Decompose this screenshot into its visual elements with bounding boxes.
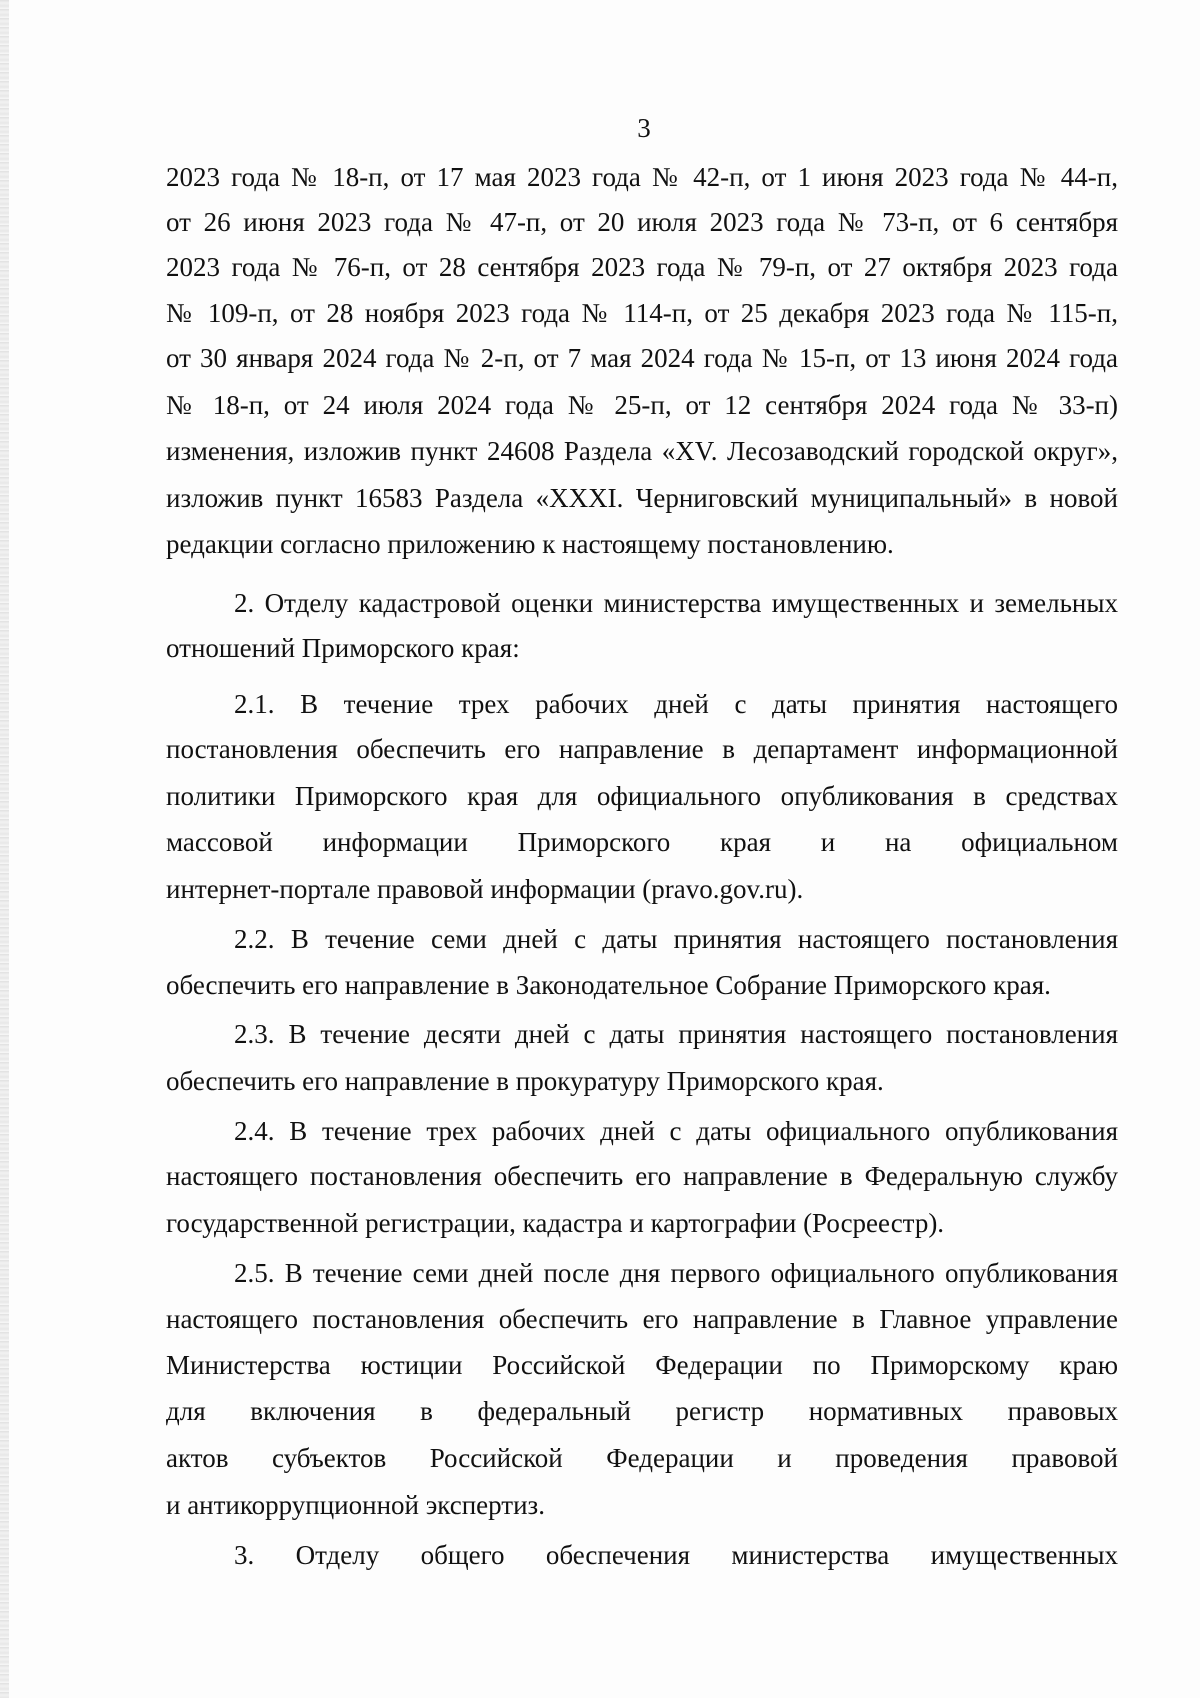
text-line: от 30 января 2024 года № 2-п, от 7 мая 2024 года № 15-п, от 13 июня 2024 года xyxy=(166,343,1118,373)
text-line: 2.2. В течение семи дней с даты принятия настоящего постановления xyxy=(234,924,1118,954)
text-line: 2023 года № 18-п, от 17 мая 2023 года № 42-п, от 1 июня 2023 года № 44-п, xyxy=(166,162,1118,192)
text-line: государственной регистрации, кадастра и картографии (Росреестр). xyxy=(166,1208,945,1238)
text-line: настоящего постановления обеспечить его направление в Главное управление xyxy=(166,1304,1118,1334)
text-line: 3. Отделу общего обеспечения министерства имущественных xyxy=(234,1540,1118,1570)
page-number: 3 xyxy=(637,113,651,143)
text-line: № 18-п, от 24 июля 2024 года № 25-п, от 12 сентября 2024 года № 33-п) xyxy=(166,390,1118,420)
text-line: № 109-п, от 28 ноября 2023 года № 114-п, от 25 декабря 2023 года № 115-п, xyxy=(166,298,1118,328)
text-line: для включения в федеральный регистр нормативных правовых xyxy=(166,1396,1118,1426)
text-line: 2. Отделу кадастровой оценки министерства имущественных и земельных xyxy=(234,588,1118,618)
text-line: 2.3. В течение десяти дней с даты принятия настоящего постановления xyxy=(234,1019,1118,1049)
text-line: актов субъектов Российской Федерации и проведения правовой xyxy=(166,1443,1118,1473)
text-line: отношений Приморского края: xyxy=(166,633,520,663)
text-line: изменения, изложив пункт 24608 Раздела «XV. Лесозаводский городской округ», xyxy=(166,436,1118,466)
text-line: 2.5. В течение семи дней после дня первого официального опубликования xyxy=(234,1258,1118,1288)
text-line: 2.1. В течение трех рабочих дней с даты принятия настоящего xyxy=(234,689,1118,719)
text-line: массовой информации Приморского края и на официальном xyxy=(166,827,1118,857)
text-line: интернет-портале правовой информации (pravo.gov.ru). xyxy=(166,874,804,904)
text-line: изложив пункт 16583 Раздела «XXXI. Черниговский муниципальный» в новой xyxy=(166,483,1118,513)
text-line: от 26 июня 2023 года № 47-п, от 20 июля 2023 года № 73-п, от 6 сентября xyxy=(166,207,1118,237)
text-line: Министерства юстиции Российской Федерации по Приморскому краю xyxy=(166,1350,1118,1380)
text-line: настоящего постановления обеспечить его направление в Федеральную службу xyxy=(166,1161,1118,1191)
text-line: обеспечить его направление в Законодательное Собрание Приморского края. xyxy=(166,970,1051,1000)
scan-edge xyxy=(0,0,9,1698)
text-line: 2.4. В течение трех рабочих дней с даты официального опубликования xyxy=(234,1116,1118,1146)
text-line: 2023 года № 76-п, от 28 сентября 2023 года № 79-п, от 27 октября 2023 года xyxy=(166,252,1118,282)
text-line: и антикоррупционной экспертиз. xyxy=(166,1490,545,1520)
text-line: обеспечить его направление в прокуратуру Приморского края. xyxy=(166,1066,884,1096)
text-line: политики Приморского края для официального опубликования в средствах xyxy=(166,781,1118,811)
text-line: постановления обеспечить его направление в департамент информационной xyxy=(166,734,1118,764)
text-line: редакции согласно приложению к настоящему постановлению. xyxy=(166,529,894,559)
